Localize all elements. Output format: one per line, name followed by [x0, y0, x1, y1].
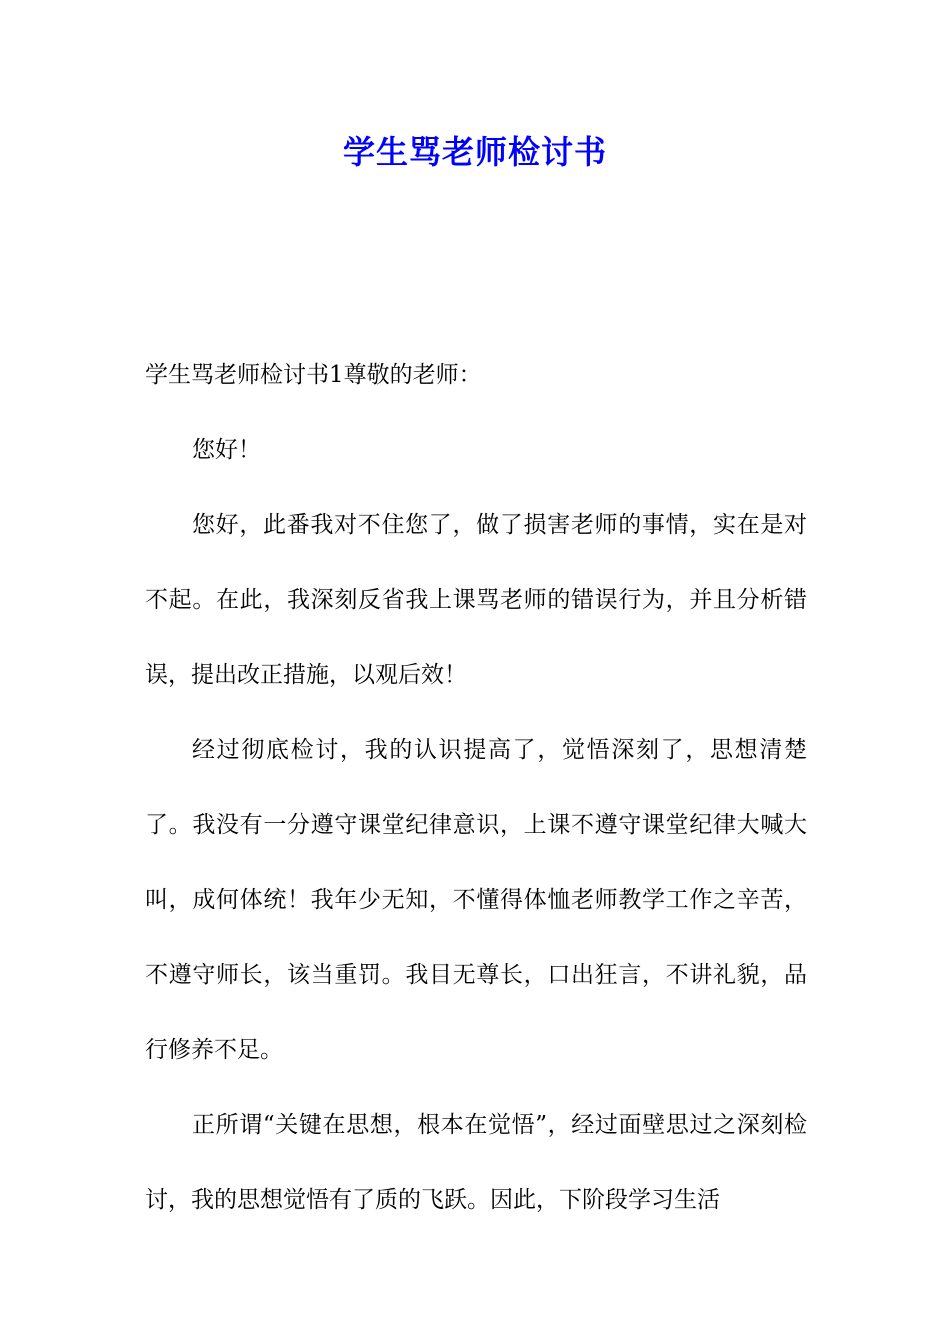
resolution-paragraph: 正所谓“关键在思想，根本在觉悟”，经过面壁思过之深刻检讨，我的思想觉悟有了质的飞跃。因此，下阶段学习生活: [145, 1112, 807, 1213]
document-body: [145, 338, 807, 1238]
apology-paragraph: 您好，此番我对不住您了，做了损害老师的事情，实在是对不起。在此，我深刻反省我上课骂老师的错误行为，并且分析错误，提出改正措施，以观后效！: [145, 512, 807, 688]
salutation-paragraph: 学生骂老师检讨书1尊敬的老师：: [145, 362, 482, 388]
document-title: 学生骂老师检讨书: [342, 133, 607, 171]
greeting-paragraph: 您好！: [192, 437, 261, 463]
reflection-paragraph: 经过彻底检讨，我的认识提高了，觉悟深刻了，思想清楚了。我没有一分遵守课堂纪律意识，上课不遵守课堂纪律大喊大叫，成何体统！我年少无知，不懂得体恤老师教学工作之辛苦，不遵守师长，该当重罚。我目无尊长，口出狂言，不讲礼貌，品行修养不足。: [145, 737, 807, 1063]
